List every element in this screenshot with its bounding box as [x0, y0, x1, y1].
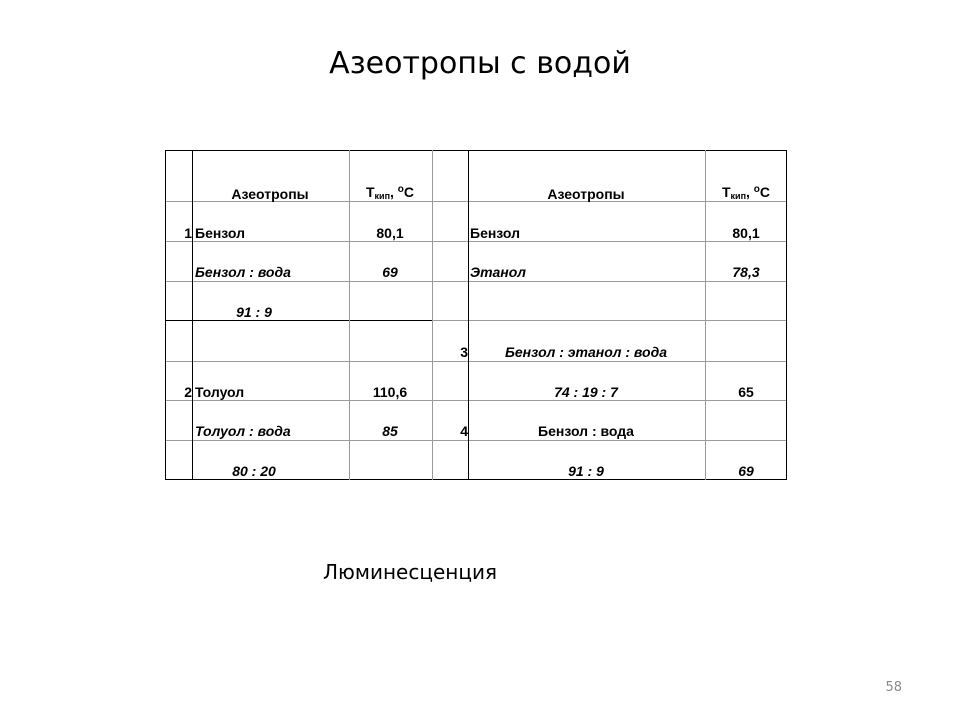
boiling-temp: 69	[382, 264, 398, 280]
compound-name: Этанол	[470, 264, 527, 280]
azeotrope-name: Толуол : вода	[195, 423, 291, 439]
grid-line	[165, 361, 787, 362]
header-boiling-temp-left: $Т_{кип}$, $^о$С	[365, 184, 415, 201]
azeotrope-name: Бензол : вода	[538, 423, 634, 439]
azeotrope-name: Бензол : этанол : вода	[504, 344, 668, 360]
bottom-label: Люминесценция	[323, 560, 497, 584]
slide-title: Азеотропы с водой	[329, 46, 631, 81]
row-number: 1	[184, 225, 192, 241]
header-boiling-temp-right: $Т_{кип}$, $^о$С	[721, 184, 771, 201]
azeotrope-ratio: 91 : 9	[236, 304, 272, 320]
azeotrope-table	[165, 150, 787, 480]
header-azeotropes-right: Азеотропы	[547, 186, 625, 202]
grid-line	[165, 150, 166, 480]
row-number: 3	[460, 344, 468, 360]
boiling-temp: 78,3	[732, 264, 760, 280]
azeotrope-name: Бензол : вода	[195, 264, 291, 280]
page-number: 58	[885, 680, 902, 695]
grid-line	[165, 479, 787, 480]
grid-line	[786, 150, 787, 480]
grid-line	[165, 150, 787, 151]
compound-name: Толуол	[195, 384, 245, 400]
grid-line	[165, 320, 432, 321]
compound-name: Бензол	[470, 225, 521, 241]
azeotrope-ratio: 80 : 20	[232, 463, 276, 479]
boiling-temp: 85	[382, 423, 398, 439]
boiling-temp: 69	[738, 463, 754, 479]
grid-line	[165, 400, 787, 401]
row-number: 2	[184, 384, 192, 400]
grid-line	[165, 281, 787, 282]
azeotrope-ratio: 91 : 9	[568, 463, 604, 479]
grid-line	[349, 150, 350, 480]
header-azeotropes-left: Азеотропы	[231, 186, 309, 202]
grid-line	[165, 440, 787, 441]
boiling-temp: 110,6	[372, 384, 408, 400]
grid-line	[432, 320, 787, 321]
azeotrope-ratio: 74 : 19 : 7	[554, 384, 618, 400]
grid-line	[705, 150, 706, 480]
row-number: 4	[460, 423, 468, 439]
grid-line	[165, 241, 787, 242]
grid-line	[192, 150, 193, 480]
boiling-temp: 80,1	[376, 225, 404, 241]
compound-name: Бензол	[195, 225, 246, 241]
boiling-temp: 80,1	[732, 225, 760, 241]
boiling-temp: 65	[738, 384, 754, 400]
grid-line	[432, 150, 433, 480]
